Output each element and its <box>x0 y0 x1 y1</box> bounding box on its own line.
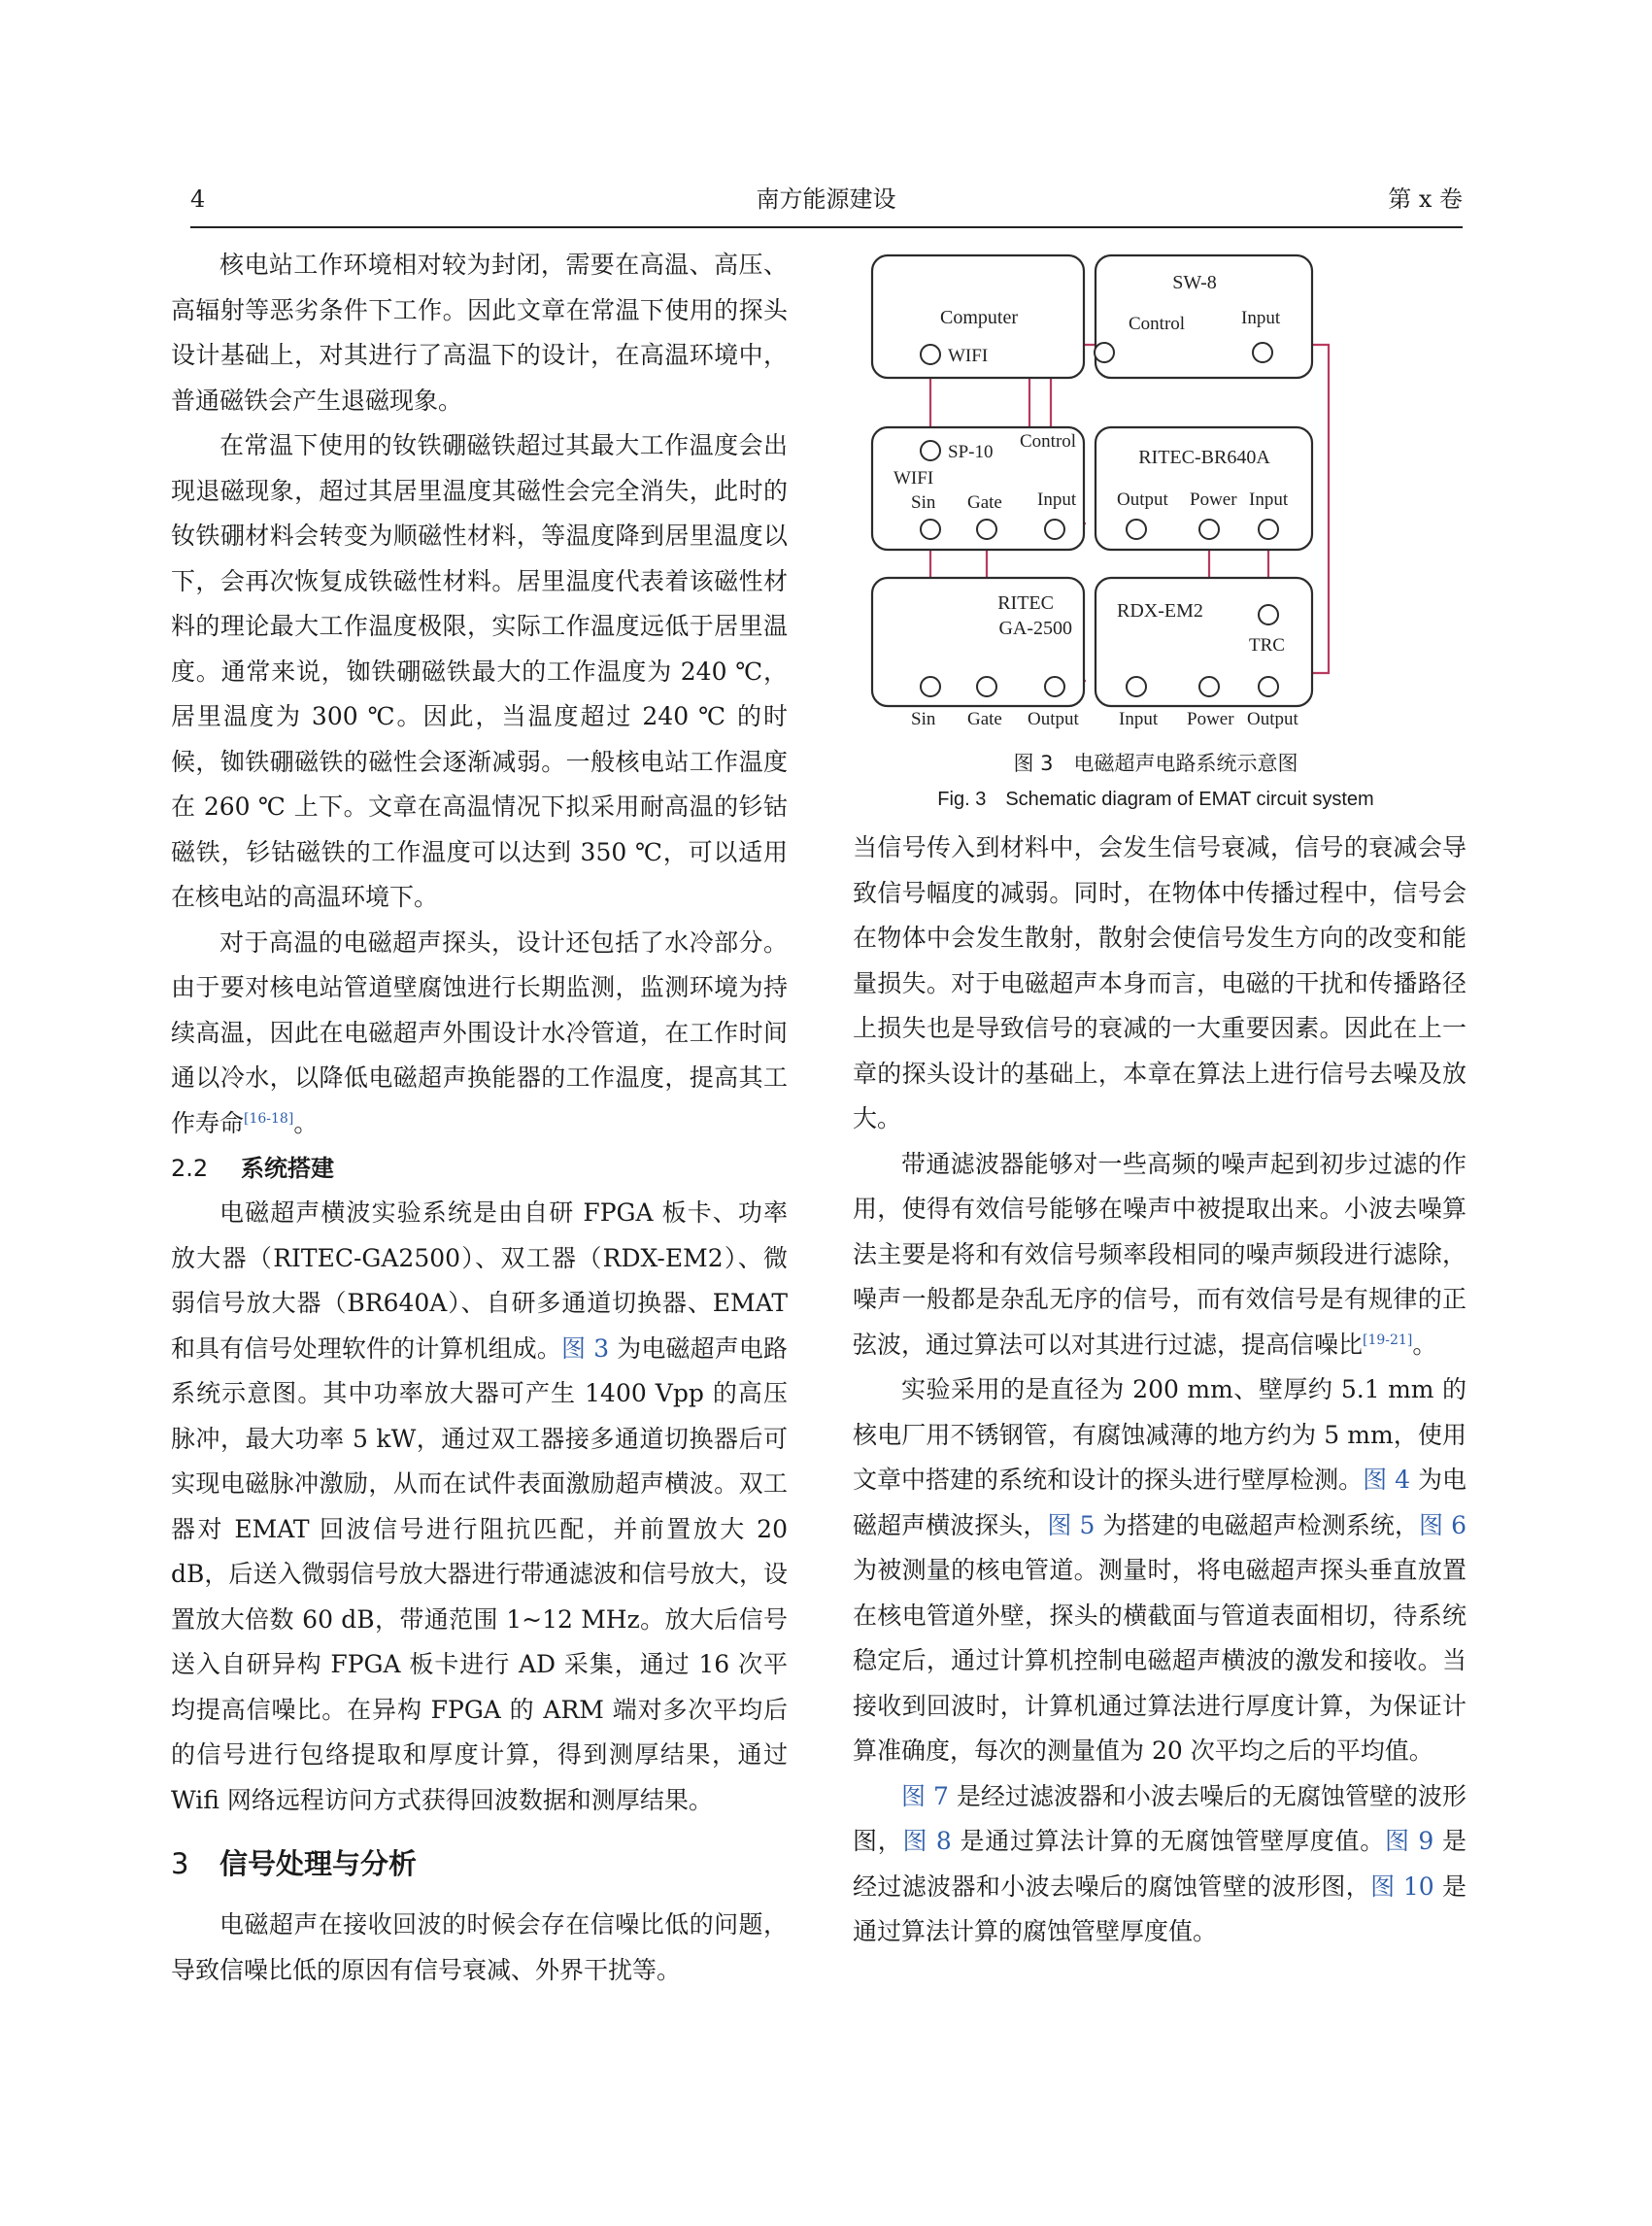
br640a-input-label: Input <box>1249 489 1289 510</box>
figure-3-caption-cn: 图 3 电磁超声电路系统示意图 <box>1013 752 1298 775</box>
right-paragraph-4-text-a: 是经过滤波器和小波去噪后的无腐蚀管壁的波形图， <box>853 1781 1467 1855</box>
citation-19-21[interactable]: [19-21] <box>1363 1332 1413 1348</box>
right-paragraph-2 <box>853 1142 1467 1368</box>
rdx-input-label: Input <box>1119 709 1159 729</box>
section-3-number: 3 <box>171 1847 189 1880</box>
sw8-input-label: Input <box>1241 308 1281 328</box>
sp10-input-port <box>1045 520 1064 539</box>
figure-7-link[interactable]: 图 7 <box>901 1781 949 1810</box>
right-paragraph-3 <box>853 1367 1467 1774</box>
sw8-control-label: Control <box>1129 314 1186 334</box>
left-paragraph-3 <box>171 921 788 1147</box>
ga2500-sin-port <box>921 677 940 696</box>
ga2500-label-line2: GA-2500 <box>998 618 1072 639</box>
section-3-title: 信号处理与分析 <box>219 1847 418 1880</box>
rdx-output-label: Output <box>1247 709 1298 729</box>
right-paragraph-4-text-b: 是通过算法计算的无腐蚀管壁厚度值。 <box>951 1827 1385 1855</box>
right-paragraph-3-text-a: 实验采用的是直径为 200 mm、壁厚约 5.1 mm 的核电厂用不锈钢管，有腐蚀减薄的地方约为 5 mm，使用文章中搭建的系统和设计的探头进行壁厚检测。 <box>853 1375 1467 1494</box>
sp10-sin-label: Sin <box>911 492 936 513</box>
computer-wifi-label: WIFI <box>948 346 989 366</box>
right-paragraph-3-text-d: 为被测量的核电管道。测量时，将电磁超声探头垂直放置在核电管道外壁，探头的横截面与管道表面相切，待系统稳定后，通过计算机控制电磁超声横波的激发和接收。当接收到回波时，计算机通过算法进行厚度计算，为保证计算准确度，每次的测量值为 20 次平均之后的平均值。 <box>853 1556 1467 1765</box>
sp10-gate-port <box>977 520 996 539</box>
right-paragraph-3-text-c: 为搭建的电磁超声检测系统， <box>1095 1510 1420 1539</box>
right-paragraph-2-text: 带通滤波器能够对一些高频的噪声起到初步过滤的作用，使得有效信号能够在噪声中被提取出来。小波去噪算法主要是将和有效信号频率段相同的噪声频段进行滤除，噪声一般都是杂乱无序的信号，而有效信号是有规律的正弦波，通过算法可以对其进行过滤，提高信噪比 <box>853 1149 1467 1359</box>
left-paragraph-4-text-a: 电磁超声横波实验系统是由自研 FPGA 板卡、功率放大器（RITEC-GA2500）、双工器（RDX-EM2）、微弱信号放大器（BR640A）、自研多通道切换器、EMAT 和具有信号处理软件的计算机组成。 <box>171 1198 788 1363</box>
volume-label: 第 x 卷 <box>1388 186 1463 213</box>
emat-circuit-diagram <box>855 248 1457 733</box>
section-2-2-heading <box>171 1146 788 1191</box>
figure-9-link[interactable]: 图 9 <box>1384 1827 1434 1855</box>
ga2500-gate-port <box>977 677 996 696</box>
rdx-trc-label: TRC <box>1249 635 1285 656</box>
left-paragraph-1: 核电站工作环境相对较为封闭，需要在高温、高压、高辐射等恶劣条件下工作。因此文章在常温下使用的探头设计基础上，对其进行了高温下的设计，在高温环境中，普通磁铁会产生退磁现象。 <box>171 251 788 415</box>
section-2-2-number: 2.2 <box>171 1155 209 1182</box>
br640a-output-port <box>1127 520 1146 539</box>
figure-8-link[interactable]: 图 8 <box>902 1827 952 1855</box>
sp10-input-label: Input <box>1037 489 1077 510</box>
right-paragraph-1: 当信号传入到材料中，会发生信号衰减，信号的衰减会导致信号幅度的减弱。同时，在物体中传播过程中，信号会在物体中会发生散射，散射会使信号发生方向的改变和能量损失。对于电磁超声本身而言，电磁的干扰和传播路径上损失也是导致信号的衰减的一大重要因素。因此在上一章的探头设计的基础上，本章在算法上进行信号去噪及放大。 <box>853 833 1467 1132</box>
right-paragraph-4-text-d: 是通过算法计算的腐蚀管壁厚度值。 <box>853 1872 1467 1945</box>
sw8-input-port <box>1253 343 1272 362</box>
computer-wifi-port <box>921 345 940 364</box>
left-paragraph-4-text-b: 为电磁超声电路系统示意图。其中功率放大器可产生 1400 Vpp 的高压脉冲，最大功率 5 kW，通过双工器接多通道切换器后可实现电磁脉冲激励，从而在试件表面激励超声横波。双工器对 EMAT 回波信号进行阻抗匹配，并前置放大 20 dB，后送入微弱信号放大器进行带通滤波和信号放大，设置放大倍数 60 dB，带通范围 1~12 MHz。放大后信号送入自研异构 FPGA 板卡进行 AD 采集，通过 16 次平均提高信噪比。在异构 FPGA 的 ARM 端对多次平均后的信号进行包络提取和厚度计算，得到测厚结果，通过 Wifi 网络远程访问方式获得回波数据和测厚结果。 <box>171 1333 788 1814</box>
ga2500-output-port <box>1045 677 1064 696</box>
left-paragraph-2: 在常温下使用的钕铁硼磁铁超过其最大工作温度会出现退磁现象，超过其居里温度其磁性会完全消失，此时的钕铁硼材料会转变为顺磁性材料，等温度降到居里温度以下，会再次恢复成铁磁性材料。居里温度代表着该磁性材料的理论最大工作温度极限，实际工作温度远低于居里温度。通常来说，铷铁硼磁铁最大的工作温度为 240 ℃，居里温度为 300 ℃。因此，当温度超过 240 ℃ 的时候，铷铁硼磁铁的磁性会逐渐减弱。一般核电站工作温度在 260 ℃ 上下。文章在高温情况下拟采用耐高温的钐钴磁铁，钐钴磁铁的工作温度可以达到 350 ℃，可以适用在核电站的高温环境下。 <box>171 431 788 911</box>
figure-10-link[interactable]: 图 10 <box>1370 1872 1434 1901</box>
sw8-control-port <box>1095 343 1114 362</box>
rdx-trc-port <box>1259 605 1278 624</box>
page-number: 4 <box>190 186 206 213</box>
figure-6-link[interactable]: 图 6 <box>1419 1510 1467 1539</box>
right-paragraph-4 <box>853 1774 1467 1955</box>
rdx-power-label: Power <box>1187 709 1234 729</box>
ga2500-gate-label: Gate <box>967 709 1002 729</box>
rdx-power-port <box>1199 677 1219 696</box>
br640a-power-label: Power <box>1190 489 1237 510</box>
rdx-output-port <box>1259 677 1278 696</box>
rdx-input-port <box>1127 677 1146 696</box>
sp10-label: SP-10 <box>948 442 994 462</box>
left-paragraph-5: 电磁超声在接收回波的时候会存在信噪比低的问题，导致信噪比低的原因有信号衰减、外界干扰等。 <box>171 1910 788 1984</box>
sp10-gate-label: Gate <box>967 492 1002 513</box>
left-paragraph-4 <box>171 1191 788 1823</box>
computer-label: Computer <box>940 307 1018 328</box>
figure-4-link[interactable]: 图 4 <box>1363 1466 1411 1494</box>
sw8-label: SW-8 <box>1172 272 1217 293</box>
br640a-output-label: Output <box>1117 489 1168 510</box>
br640a-label: RITEC-BR640A <box>1138 447 1270 468</box>
ga2500-sin-label: Sin <box>911 709 936 729</box>
citation-16-18[interactable]: [16-18] <box>244 1110 294 1127</box>
left-paragraph-3-end: 。 <box>293 1108 319 1137</box>
section-2-2-title: 系统搭建 <box>241 1155 334 1182</box>
sp10-wifi-port <box>921 441 940 460</box>
rdx-label: RDX-EM2 <box>1117 600 1203 622</box>
ga2500-label-line1: RITEC <box>997 592 1054 614</box>
sp10-control-label: Control <box>1020 431 1077 452</box>
section-3-heading <box>171 1844 788 1883</box>
right-column <box>853 826 1467 1955</box>
journal-title: 南方能源建设 <box>756 186 896 213</box>
figure-3-caption-en: Fig. 3 Schematic diagram of EMAT circuit system <box>937 789 1374 810</box>
br640a-input-port <box>1259 520 1278 539</box>
figure-3-link[interactable]: 图 3 <box>561 1333 610 1363</box>
br640a-power-port <box>1199 520 1219 539</box>
right-paragraph-2-end: 。 <box>1412 1330 1437 1359</box>
sp10-wifi-label: WIFI <box>893 468 934 489</box>
figure-5-link[interactable]: 图 5 <box>1047 1510 1096 1539</box>
header-rule <box>190 226 1463 228</box>
right-paragraph-3-text-b: 为电磁超声横波探头， <box>853 1466 1467 1539</box>
left-column <box>171 243 788 1993</box>
ga2500-output-label: Output <box>1028 709 1079 729</box>
left-paragraph-3-text: 对于高温的电磁超声探头，设计还包括了水冷部分。由于要对核电站管道壁腐蚀进行长期监测，监测环境为持续高温，因此在电磁超声外围设计水冷管道，在工作时间通以冷水，以降低电磁超声换能器的工作温度，提高其工作寿命 <box>171 928 788 1137</box>
sp10-sin-port <box>921 520 940 539</box>
right-paragraph-4-text-c: 是经过滤波器和小波去噪后的腐蚀管壁的波形图， <box>853 1827 1467 1901</box>
